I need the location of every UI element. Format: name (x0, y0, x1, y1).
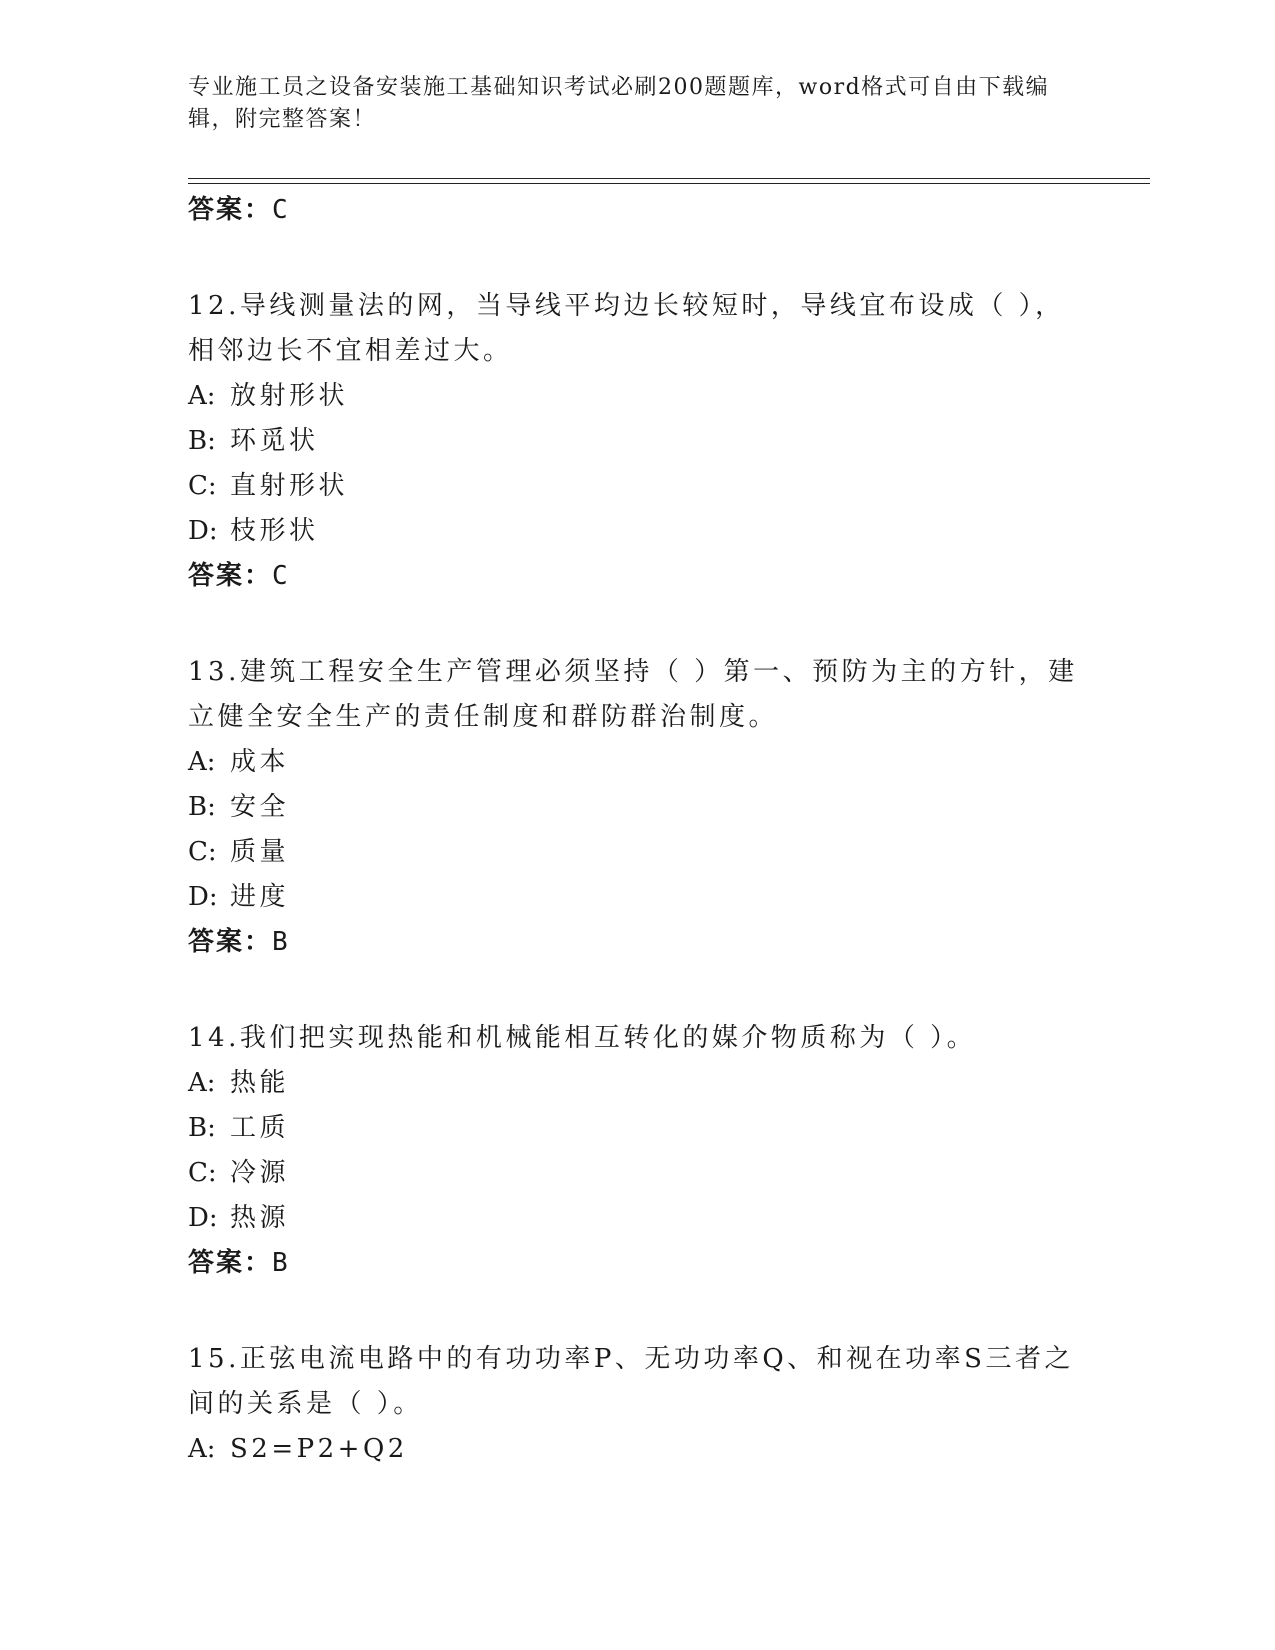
option-c (188, 464, 1088, 509)
spacer (188, 598, 1088, 642)
option-text: 冷源 (230, 1158, 290, 1188)
answer-label: 答案： (188, 195, 273, 225)
spacer (188, 232, 1088, 276)
option-letter: D: (188, 1203, 218, 1233)
option-text: 工质 (230, 1113, 290, 1143)
question-13 (188, 650, 1088, 964)
option-letter: D: (188, 882, 218, 912)
option-a (188, 374, 1088, 419)
header-divider (188, 178, 1150, 179)
option-a (188, 1061, 1088, 1106)
option-letter: C: (188, 471, 217, 501)
answer-line (188, 920, 1088, 964)
answer-line (188, 188, 1088, 232)
answer-value: C (272, 561, 290, 591)
option-d (188, 509, 1088, 554)
option-a (188, 740, 1088, 785)
question-stem: 15.正弦电流电路中的有功功率P、无功功率Q、和视在功率S三者之间的关系是（ ）。 (188, 1344, 1074, 1419)
spacer (188, 1285, 1088, 1329)
option-letter: A: (188, 747, 216, 777)
option-text: 安全 (230, 792, 290, 822)
option-b (188, 419, 1088, 464)
option-letter: B: (188, 426, 216, 456)
document-body (188, 188, 1088, 1472)
option-letter: A: (188, 381, 216, 411)
document-header: 专业施工员之设备安装施工基础知识考试必刷200题题库，word格式可自由下载编辑，附完整答案！ (188, 75, 1050, 132)
answer-value: B (272, 927, 290, 957)
option-letter: B: (188, 1113, 216, 1143)
option-letter: C: (188, 837, 217, 867)
question-15 (188, 1337, 1088, 1472)
answer-value: B (272, 1248, 290, 1278)
answer-label: 答案： (188, 1248, 273, 1278)
option-letter: B: (188, 792, 216, 822)
option-text: 进度 (230, 882, 290, 912)
option-d (188, 1196, 1088, 1241)
answer-value: C (272, 195, 290, 225)
answer-line (188, 1241, 1088, 1285)
option-b (188, 785, 1088, 830)
answer-line (188, 554, 1088, 598)
option-text: 枝形状 (230, 516, 319, 546)
option-b (188, 1106, 1088, 1151)
answer-label: 答案： (188, 927, 273, 957)
question-stem: 13.建筑工程安全生产管理必须坚持（ ）第一、预防为主的方针，建立健全安全生产的责任制度和群防群治制度。 (188, 657, 1078, 732)
option-d (188, 875, 1088, 920)
option-text: 环觅状 (230, 426, 319, 456)
option-text: S2=P2+Q2 (230, 1434, 408, 1464)
option-letter: C: (188, 1158, 217, 1188)
document-page (188, 0, 1148, 1650)
option-text: 放射形状 (230, 381, 349, 411)
question-stem: 14.我们把实现热能和机械能相互转化的媒介物质称为（ ）。 (188, 1023, 977, 1053)
question-12 (188, 284, 1088, 598)
option-letter: A: (188, 1068, 216, 1098)
spacer (188, 964, 1088, 1008)
option-a (188, 1427, 1088, 1472)
question-14 (188, 1016, 1088, 1285)
option-letter: D: (188, 516, 218, 546)
question-stem: 12.导线测量法的网，当导线平均边长较短时，导线宜布设成（ ），相邻边长不宜相差过大。 (188, 291, 1065, 366)
option-text: 质量 (230, 837, 290, 867)
option-text: 直射形状 (230, 471, 349, 501)
option-text: 热源 (230, 1203, 290, 1233)
answer-label: 答案： (188, 561, 273, 591)
option-text: 成本 (230, 747, 290, 777)
option-letter: A: (188, 1434, 216, 1464)
option-c (188, 830, 1088, 875)
option-c (188, 1151, 1088, 1196)
header-divider-second (188, 183, 1150, 184)
option-text: 热能 (230, 1068, 290, 1098)
